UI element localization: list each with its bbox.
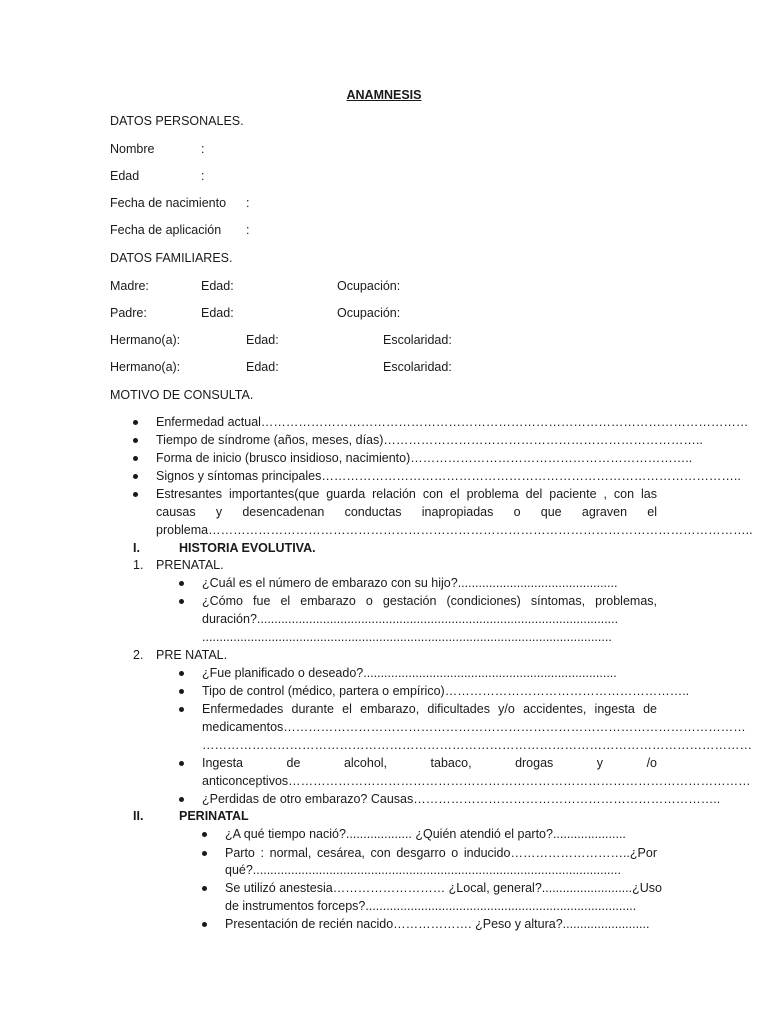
estresantes-line: causas y desencadenan conductas inapropiadas o que agraven el (156, 505, 657, 519)
document-title: ANAMNESIS (346, 88, 422, 102)
madre-edad-label: Edad: (201, 279, 234, 293)
perinatal-question-line: de instrumentos forceps?.............................................................................. (225, 899, 637, 913)
historia-heading: HISTORIA EVOLUTIVA. (179, 541, 316, 555)
fecha-aplicacion-label: Fecha de aplicación (110, 223, 222, 237)
estresantes-line: problema………………………………………………………………………………………………………………….. (156, 523, 753, 537)
padre-ocupacion-label: Ocupación: (337, 306, 401, 320)
perinatal-heading: PERINATAL (179, 809, 249, 823)
bullet-icon (202, 832, 207, 837)
padre-edad-label: Edad: (201, 306, 234, 320)
hermano1-edad-label: Edad: (246, 333, 279, 347)
prenatal-question: ¿Cuál es el número de embarazo con su hijo?.............................................. (202, 576, 618, 590)
perinatal-question: ¿A qué tiempo nació?................... ¿Quién atendió el parto?..................... (225, 827, 626, 841)
perinatal-question-line: qué?.......................................................................................................... (225, 863, 621, 877)
hermano1-escolaridad-label: Escolaridad: (383, 333, 452, 347)
motivo-heading: MOTIVO DE CONSULTA. (110, 388, 254, 402)
perinatal-question: Parto : normal, cesárea, con desgarro o inducido………………………..¿Por (225, 846, 657, 860)
prenatal-question: ¿Cómo fue el embarazo o gestación (condiciones) síntomas, problemas, (202, 594, 657, 608)
nombre-label: Nombre (110, 142, 155, 156)
hermano2-escolaridad-label: Escolaridad: (383, 360, 452, 374)
motivo-item: Forma de inicio (brusco insidioso, nacimiento)………………………………………………………….. (156, 451, 693, 465)
hermano2-edad-label: Edad: (246, 360, 279, 374)
prenatal-heading: PRENATAL. (156, 558, 224, 572)
bullet-icon (179, 689, 184, 694)
bullet-icon (133, 438, 138, 443)
pre-natal-question-line: anticonceptivos………………………………………………………………………………………………… (202, 774, 751, 788)
bullet-icon (133, 456, 138, 461)
bullet-icon (179, 797, 184, 802)
perinatal-question: Presentación de recién nacido………………. ¿Peso y altura?......................... (225, 917, 650, 931)
pre-natal-heading: PRE NATAL. (156, 648, 228, 662)
bullet-icon (179, 761, 184, 766)
section-number: I. (133, 541, 140, 555)
edad-colon: : (201, 169, 205, 183)
prenatal-question-line: ...................................................................................................................... (202, 630, 612, 644)
pre-natal-question: Enfermedades durante el embarazo, dificultades y/o accidentes, ingesta de (202, 702, 657, 716)
edad-label: Edad (110, 169, 140, 183)
pre-natal-question-line: …………………………………………………………………………………………………………………… (202, 738, 752, 752)
fecha-aplicacion-colon: : (246, 223, 250, 237)
madre-label: Madre: (110, 279, 149, 293)
bullet-icon (202, 851, 207, 856)
bullet-icon (179, 581, 184, 586)
bullet-icon (179, 671, 184, 676)
bullet-icon (202, 922, 207, 927)
pre-natal-question: ¿Fue planificado o deseado?......................................................................... (202, 666, 617, 680)
pre-natal-question-line: medicamentos………………………………………………………………………………………………… (202, 720, 746, 734)
section-number: II. (133, 809, 144, 823)
nombre-colon: : (201, 142, 205, 156)
pre-natal-question: Tipo de control (médico, partera o empírico)………………………………………………….. (202, 684, 690, 698)
perinatal-question: Se utilizó anestesia……………………… ¿Local, general?..........................¿Uso (225, 881, 662, 895)
datos-personales-heading: DATOS PERSONALES. (110, 114, 244, 128)
bullet-icon (179, 707, 184, 712)
bullet-icon (133, 420, 138, 425)
bullet-icon (133, 492, 138, 497)
motivo-item: Signos y síntomas principales……………………………………………………………………………………….. (156, 469, 741, 483)
motivo-item: Tiempo de síndrome (años, meses, días)………………………………………………………………….. (156, 433, 703, 447)
bullet-icon (179, 599, 184, 604)
estresantes-line: Estresantes importantes(que guarda relación con el problema del paciente , con las (156, 487, 657, 501)
pre-natal-question: ¿Perdidas de otro embarazo? Causas……………………………………………………………….. (202, 792, 721, 806)
pre-natal-question: Ingesta de alcohol, tabaco, drogas y /o (202, 756, 657, 770)
fecha-nacimiento-colon: : (246, 196, 250, 210)
motivo-item: Enfermedad actual……………………………………………………………………………………………………… (156, 415, 749, 429)
subsection-number: 1. (133, 558, 144, 572)
hermano1-label: Hermano(a): (110, 333, 181, 347)
hermano2-label: Hermano(a): (110, 360, 181, 374)
prenatal-question-line: duración?........................................................................................................ (202, 612, 619, 626)
fecha-nacimiento-label: Fecha de nacimiento (110, 196, 227, 210)
bullet-icon (202, 886, 207, 891)
padre-label: Padre: (110, 306, 147, 320)
bullet-icon (133, 474, 138, 479)
madre-ocupacion-label: Ocupación: (337, 279, 401, 293)
datos-familiares-heading: DATOS FAMILIARES. (110, 251, 233, 265)
subsection-number: 2. (133, 648, 144, 662)
